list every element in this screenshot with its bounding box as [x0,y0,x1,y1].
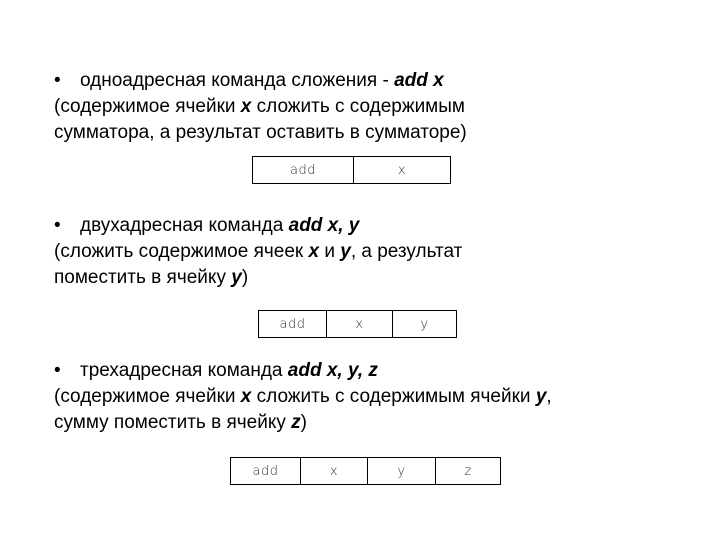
text-run-bold: y [535,386,547,407]
format-cell-operand-y: y [392,311,456,337]
instruction-format-two-address [258,310,457,338]
text-run-bold: x [308,241,320,262]
text-run-bold: z [291,412,301,433]
instruction-format-three-address [230,457,501,485]
format-cell-operand-x: x [353,157,450,183]
text-line [54,120,694,146]
format-cell-operand-y: y [367,458,435,484]
text-run: , а результат [350,241,463,262]
text-line [54,410,694,436]
text-run: , [546,386,552,407]
bullet: • [54,360,61,381]
text-run: сумматора, а результат оставить в сумматоре) [54,122,467,143]
text-run-bold: add x, y [288,215,360,236]
format-cell-operand-x: x [326,311,392,337]
text-run: одноадресная команда сложения - [80,70,395,91]
text-run: ) [241,267,249,288]
text-run: ) [300,412,307,433]
format-cell-opcode: add [290,162,316,178]
text-run-bold: x [240,96,252,117]
text-run-bold: y [340,241,351,262]
text-line [54,68,694,94]
text-run-bold: x [240,386,252,407]
instruction-format-one-address [252,156,451,184]
text-line [54,239,694,265]
instruction-three-address [54,358,694,436]
text-run: двухадресная команда [80,215,289,236]
text-run: сложить с содержимым [251,96,465,117]
bullet: • [54,215,61,236]
instruction-one-address [54,68,694,146]
text-run: поместить в ячейку [54,267,232,288]
text-run: сложить с содержимым ячейки [251,386,536,407]
text-line [54,213,694,239]
text-line [54,358,694,384]
text-run-bold: add x, y, z [287,360,378,381]
format-cell-operand-z: z [435,458,500,484]
text-run: и [319,241,341,262]
text-run-bold: add x [394,70,444,91]
text-line [54,94,694,120]
text-line [54,265,694,291]
bullet: • [54,70,61,91]
text-line [54,384,694,410]
text-run: (содержимое ячейки [54,96,241,117]
text-run: (содержимое ячейки [54,386,241,407]
text-run: (сложить содержимое ячеек [54,241,309,262]
format-cell-opcode: add [279,316,306,332]
instruction-two-address [54,213,694,291]
format-cell-operand-x: x [300,458,367,484]
text-run: трехадресная команда [80,360,288,381]
format-cell-opcode: add [252,463,279,479]
text-run-bold: y [231,267,242,288]
text-run: сумму поместить в ячейку [54,412,292,433]
